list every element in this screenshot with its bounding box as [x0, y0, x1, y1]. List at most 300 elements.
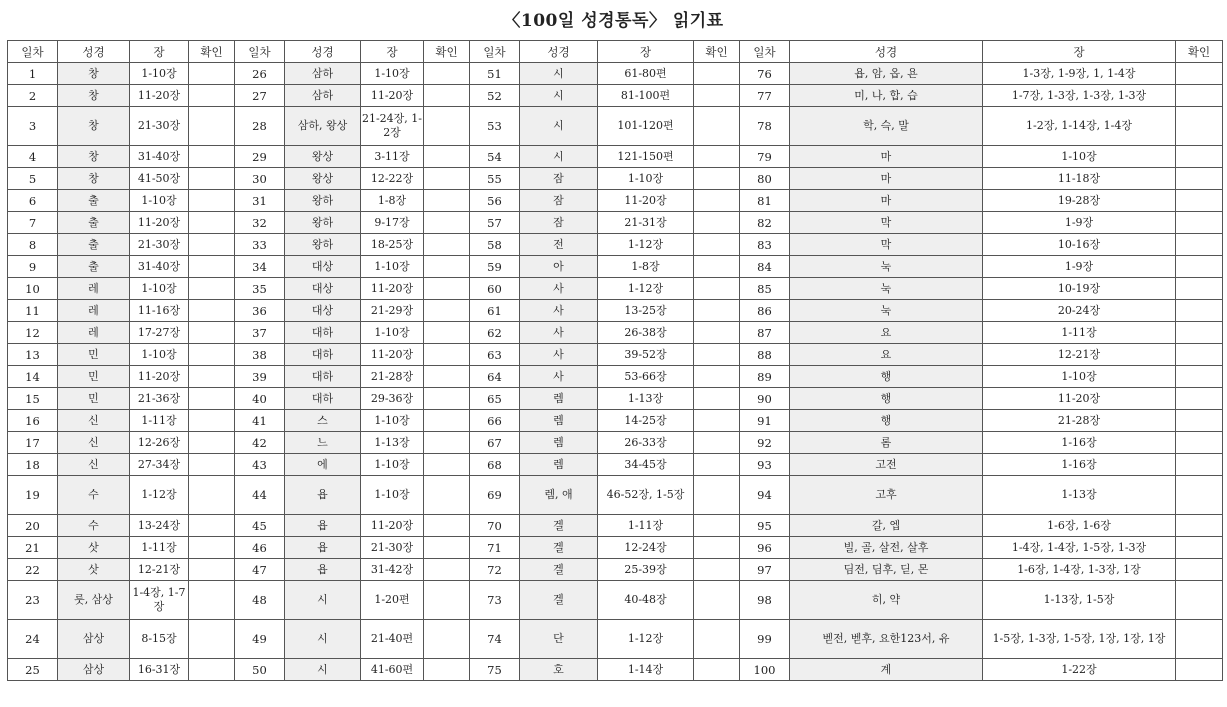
check-cell[interactable] — [189, 366, 235, 388]
table-row — [8, 366, 1223, 388]
check-cell[interactable] — [694, 432, 740, 454]
book-cell: 수 — [58, 515, 130, 537]
day-cell: 95 — [740, 515, 790, 537]
table-row — [8, 476, 1223, 515]
book-cell: 시 — [285, 659, 361, 681]
chapter-cell: 21-31장 — [598, 212, 694, 234]
book-cell: 렘, 애 — [520, 476, 598, 515]
book-cell: 사 — [520, 278, 598, 300]
chapter-cell: 34-45장 — [598, 454, 694, 476]
check-cell[interactable] — [1176, 515, 1223, 537]
check-cell[interactable] — [694, 278, 740, 300]
chapter-cell: 1-10장 — [361, 322, 424, 344]
chapter-cell: 21-30장 — [130, 234, 189, 256]
book-cell: 사 — [520, 300, 598, 322]
day-cell: 21 — [8, 537, 58, 559]
check-cell[interactable] — [424, 278, 470, 300]
check-cell[interactable] — [1176, 85, 1223, 107]
check-cell[interactable] — [1176, 146, 1223, 168]
chapter-cell: 1-10장 — [130, 190, 189, 212]
check-cell[interactable] — [424, 168, 470, 190]
check-cell[interactable] — [189, 581, 235, 620]
book-cell: 에 — [285, 454, 361, 476]
day-cell: 29 — [235, 146, 285, 168]
book-cell: 왕하 — [285, 234, 361, 256]
book-cell: 눅 — [790, 256, 983, 278]
book-cell: 왕하 — [285, 212, 361, 234]
table-row — [8, 454, 1223, 476]
chapter-cell: 31-40장 — [130, 146, 189, 168]
chapter-cell: 21-29장 — [361, 300, 424, 322]
chapter-cell: 26-38장 — [598, 322, 694, 344]
chapter-cell: 21-30장 — [361, 537, 424, 559]
header-day: 일차 — [8, 41, 58, 63]
day-cell: 60 — [470, 278, 520, 300]
header-check: 확인 — [424, 41, 470, 63]
chapter-cell: 1-10장 — [361, 63, 424, 85]
check-cell[interactable] — [1176, 322, 1223, 344]
book-cell: 미, 나, 합, 습 — [790, 85, 983, 107]
day-cell: 73 — [470, 581, 520, 620]
check-cell[interactable] — [1176, 190, 1223, 212]
day-cell: 24 — [8, 620, 58, 659]
check-cell[interactable] — [694, 322, 740, 344]
check-cell[interactable] — [1176, 410, 1223, 432]
book-cell: 렘 — [520, 454, 598, 476]
header-chapters: 장 — [983, 41, 1176, 63]
book-cell: 마 — [790, 168, 983, 190]
book-cell: 대상 — [285, 278, 361, 300]
day-cell: 79 — [740, 146, 790, 168]
book-cell: 겔 — [520, 537, 598, 559]
check-cell[interactable] — [694, 515, 740, 537]
check-cell[interactable] — [189, 537, 235, 559]
check-cell[interactable] — [189, 63, 235, 85]
check-cell[interactable] — [189, 388, 235, 410]
day-cell: 35 — [235, 278, 285, 300]
check-cell[interactable] — [694, 581, 740, 620]
check-cell[interactable] — [424, 107, 470, 146]
book-cell: 행 — [790, 388, 983, 410]
book-cell: 민 — [58, 388, 130, 410]
day-cell: 75 — [470, 659, 520, 681]
check-cell[interactable] — [694, 659, 740, 681]
check-cell[interactable] — [694, 85, 740, 107]
day-cell: 97 — [740, 559, 790, 581]
day-cell: 41 — [235, 410, 285, 432]
check-cell[interactable] — [424, 388, 470, 410]
table-row — [8, 63, 1223, 85]
check-cell[interactable] — [1176, 366, 1223, 388]
check-cell[interactable] — [189, 107, 235, 146]
table-row — [8, 190, 1223, 212]
table-row — [8, 559, 1223, 581]
day-cell: 81 — [740, 190, 790, 212]
book-cell: 겔 — [520, 581, 598, 620]
check-cell[interactable] — [694, 63, 740, 85]
book-cell: 민 — [58, 366, 130, 388]
check-cell[interactable] — [424, 559, 470, 581]
day-cell: 43 — [235, 454, 285, 476]
chapter-cell: 1-12장 — [598, 278, 694, 300]
day-cell: 56 — [470, 190, 520, 212]
day-cell: 12 — [8, 322, 58, 344]
day-cell: 6 — [8, 190, 58, 212]
check-cell[interactable] — [694, 366, 740, 388]
day-cell: 54 — [470, 146, 520, 168]
header-book: 성경 — [790, 41, 983, 63]
day-cell: 55 — [470, 168, 520, 190]
book-cell: 겔 — [520, 559, 598, 581]
check-cell[interactable] — [424, 146, 470, 168]
check-cell[interactable] — [694, 410, 740, 432]
check-cell[interactable] — [694, 388, 740, 410]
check-cell[interactable] — [694, 107, 740, 146]
check-cell[interactable] — [424, 366, 470, 388]
book-cell: 행 — [790, 366, 983, 388]
day-cell: 3 — [8, 107, 58, 146]
book-cell: 마 — [790, 146, 983, 168]
day-cell: 83 — [740, 234, 790, 256]
book-cell: 고전 — [790, 454, 983, 476]
chapter-cell: 17-27장 — [130, 322, 189, 344]
day-cell: 28 — [235, 107, 285, 146]
chapter-cell: 1-4장, 1-4장, 1-5장, 1-3장 — [983, 537, 1176, 559]
day-cell: 20 — [8, 515, 58, 537]
chapter-cell: 26-33장 — [598, 432, 694, 454]
day-cell: 31 — [235, 190, 285, 212]
chapter-cell: 21-28장 — [361, 366, 424, 388]
check-cell[interactable] — [189, 344, 235, 366]
check-cell[interactable] — [424, 581, 470, 620]
header-day: 일차 — [235, 41, 285, 63]
chapter-cell: 21-36장 — [130, 388, 189, 410]
chapter-cell: 18-25장 — [361, 234, 424, 256]
check-cell[interactable] — [189, 300, 235, 322]
check-cell[interactable] — [694, 620, 740, 659]
book-cell: 수 — [58, 476, 130, 515]
header-chapters: 장 — [130, 41, 189, 63]
table-row — [8, 85, 1223, 107]
header-book: 성경 — [520, 41, 598, 63]
check-cell[interactable] — [694, 344, 740, 366]
book-cell: 대상 — [285, 300, 361, 322]
day-cell: 17 — [8, 432, 58, 454]
chapter-cell: 13-24장 — [130, 515, 189, 537]
chapter-cell: 21-28장 — [983, 410, 1176, 432]
check-cell[interactable] — [189, 322, 235, 344]
book-cell: 스 — [285, 410, 361, 432]
chapter-cell: 1-20편 — [361, 581, 424, 620]
check-cell[interactable] — [1176, 659, 1223, 681]
chapter-cell: 41-60편 — [361, 659, 424, 681]
day-cell: 7 — [8, 212, 58, 234]
header-day: 일차 — [470, 41, 520, 63]
day-cell: 67 — [470, 432, 520, 454]
check-cell[interactable] — [694, 559, 740, 581]
day-cell: 8 — [8, 234, 58, 256]
day-cell: 74 — [470, 620, 520, 659]
day-cell: 92 — [740, 432, 790, 454]
book-cell: 학, 슥, 말 — [790, 107, 983, 146]
book-cell: 전 — [520, 234, 598, 256]
book-cell: 왕상 — [285, 146, 361, 168]
check-cell[interactable] — [424, 63, 470, 85]
chapter-cell: 1-11장 — [598, 515, 694, 537]
table-body — [8, 63, 1223, 681]
book-cell: 욥 — [285, 476, 361, 515]
book-cell: 삼상 — [58, 620, 130, 659]
day-cell: 59 — [470, 256, 520, 278]
book-cell: 호 — [520, 659, 598, 681]
check-cell[interactable] — [424, 234, 470, 256]
table-row — [8, 432, 1223, 454]
check-cell[interactable] — [1176, 388, 1223, 410]
day-cell: 4 — [8, 146, 58, 168]
check-cell[interactable] — [694, 168, 740, 190]
book-cell: 사 — [520, 322, 598, 344]
check-cell[interactable] — [1176, 454, 1223, 476]
day-cell: 36 — [235, 300, 285, 322]
day-cell: 68 — [470, 454, 520, 476]
check-cell[interactable] — [189, 559, 235, 581]
book-cell: 창 — [58, 63, 130, 85]
book-cell: 렘 — [520, 410, 598, 432]
chapter-cell: 1-10장 — [361, 256, 424, 278]
book-cell: 렘 — [520, 388, 598, 410]
book-cell: 고후 — [790, 476, 983, 515]
table-row — [8, 410, 1223, 432]
check-cell[interactable] — [1176, 537, 1223, 559]
check-cell[interactable] — [1176, 278, 1223, 300]
check-cell[interactable] — [424, 537, 470, 559]
chapter-cell: 12-26장 — [130, 432, 189, 454]
check-cell[interactable] — [694, 234, 740, 256]
check-cell[interactable] — [189, 659, 235, 681]
book-cell: 잠 — [520, 190, 598, 212]
header-check: 확인 — [694, 41, 740, 63]
day-cell: 38 — [235, 344, 285, 366]
day-cell: 33 — [235, 234, 285, 256]
check-cell[interactable] — [1176, 168, 1223, 190]
day-cell: 5 — [8, 168, 58, 190]
check-cell[interactable] — [424, 620, 470, 659]
book-cell: 대하 — [285, 388, 361, 410]
chapter-cell: 14-25장 — [598, 410, 694, 432]
book-cell: 신 — [58, 410, 130, 432]
check-cell[interactable] — [694, 146, 740, 168]
check-cell[interactable] — [189, 410, 235, 432]
day-cell: 51 — [470, 63, 520, 85]
book-cell: 시 — [520, 146, 598, 168]
book-cell: 롬 — [790, 432, 983, 454]
check-cell[interactable] — [694, 212, 740, 234]
book-cell: 사 — [520, 366, 598, 388]
check-cell[interactable] — [694, 454, 740, 476]
check-cell[interactable] — [189, 515, 235, 537]
day-cell: 89 — [740, 366, 790, 388]
book-cell: 대하 — [285, 366, 361, 388]
check-cell[interactable] — [189, 620, 235, 659]
check-cell[interactable] — [424, 432, 470, 454]
day-cell: 48 — [235, 581, 285, 620]
chapter-cell: 46-52장, 1-5장 — [598, 476, 694, 515]
check-cell[interactable] — [424, 212, 470, 234]
day-cell: 61 — [470, 300, 520, 322]
day-cell: 19 — [8, 476, 58, 515]
page-title: 〈100일 성경통독〉 읽기표 — [503, 11, 724, 31]
chapter-cell: 81-100편 — [598, 85, 694, 107]
chapter-cell: 1-6장, 1-6장 — [983, 515, 1176, 537]
day-cell: 47 — [235, 559, 285, 581]
chapter-cell: 19-28장 — [983, 190, 1176, 212]
chapter-cell: 11-20장 — [361, 278, 424, 300]
day-cell: 14 — [8, 366, 58, 388]
check-cell[interactable] — [189, 190, 235, 212]
chapter-cell: 1-12장 — [130, 476, 189, 515]
chapter-cell: 29-36장 — [361, 388, 424, 410]
chapter-cell: 31-42장 — [361, 559, 424, 581]
chapter-cell: 21-40편 — [361, 620, 424, 659]
check-cell[interactable] — [1176, 432, 1223, 454]
book-cell: 창 — [58, 107, 130, 146]
day-cell: 10 — [8, 278, 58, 300]
chapter-cell: 1-10장 — [983, 366, 1176, 388]
check-cell[interactable] — [424, 322, 470, 344]
day-cell: 37 — [235, 322, 285, 344]
check-cell[interactable] — [424, 515, 470, 537]
book-cell: 삼하 — [285, 63, 361, 85]
check-cell[interactable] — [424, 85, 470, 107]
check-cell[interactable] — [694, 300, 740, 322]
check-cell[interactable] — [1176, 300, 1223, 322]
check-cell[interactable] — [1176, 559, 1223, 581]
day-cell: 88 — [740, 344, 790, 366]
check-cell[interactable] — [694, 537, 740, 559]
book-cell: 욥 — [285, 559, 361, 581]
day-cell: 39 — [235, 366, 285, 388]
check-cell[interactable] — [189, 146, 235, 168]
book-cell: 욥, 암, 옵, 욘 — [790, 63, 983, 85]
book-cell: 룻, 삼상 — [58, 581, 130, 620]
header-day: 일차 — [740, 41, 790, 63]
check-cell[interactable] — [1176, 581, 1223, 620]
check-cell[interactable] — [424, 410, 470, 432]
chapter-cell: 1-11장 — [130, 410, 189, 432]
check-cell[interactable] — [189, 85, 235, 107]
check-cell[interactable] — [189, 234, 235, 256]
chapter-cell: 1-12장 — [598, 620, 694, 659]
check-cell[interactable] — [189, 476, 235, 515]
book-cell: 창 — [58, 85, 130, 107]
check-cell[interactable] — [189, 212, 235, 234]
chapter-cell: 1-10장 — [983, 146, 1176, 168]
check-cell[interactable] — [424, 344, 470, 366]
chapter-cell: 12-24장 — [598, 537, 694, 559]
table-row — [8, 620, 1223, 659]
day-cell: 25 — [8, 659, 58, 681]
day-cell: 23 — [8, 581, 58, 620]
chapter-cell: 1-10장 — [361, 454, 424, 476]
check-cell[interactable] — [189, 454, 235, 476]
chapter-cell: 1-13장 — [983, 476, 1176, 515]
check-cell[interactable] — [424, 300, 470, 322]
book-cell: 대하 — [285, 344, 361, 366]
check-cell[interactable] — [1176, 212, 1223, 234]
day-cell: 66 — [470, 410, 520, 432]
day-cell: 50 — [235, 659, 285, 681]
check-cell[interactable] — [694, 256, 740, 278]
day-cell: 15 — [8, 388, 58, 410]
header-book: 성경 — [285, 41, 361, 63]
book-cell: 단 — [520, 620, 598, 659]
day-cell: 94 — [740, 476, 790, 515]
day-cell: 63 — [470, 344, 520, 366]
check-cell[interactable] — [1176, 620, 1223, 659]
chapter-cell: 61-80편 — [598, 63, 694, 85]
day-cell: 1 — [8, 63, 58, 85]
chapter-cell: 53-66장 — [598, 366, 694, 388]
check-cell[interactable] — [424, 256, 470, 278]
check-cell[interactable] — [1176, 107, 1223, 146]
day-cell: 80 — [740, 168, 790, 190]
check-cell[interactable] — [189, 168, 235, 190]
day-cell: 9 — [8, 256, 58, 278]
check-cell[interactable] — [694, 190, 740, 212]
check-cell[interactable] — [189, 432, 235, 454]
book-cell: 빌, 골, 살전, 살후 — [790, 537, 983, 559]
day-cell: 87 — [740, 322, 790, 344]
book-cell: 출 — [58, 256, 130, 278]
chapter-cell: 11-20장 — [361, 344, 424, 366]
chapter-cell: 1-11장 — [983, 322, 1176, 344]
book-cell: 레 — [58, 300, 130, 322]
book-cell: 욥 — [285, 515, 361, 537]
table-row — [8, 322, 1223, 344]
book-cell: 막 — [790, 212, 983, 234]
day-cell: 26 — [235, 63, 285, 85]
book-cell: 시 — [285, 620, 361, 659]
check-cell[interactable] — [424, 659, 470, 681]
chapter-cell: 40-48장 — [598, 581, 694, 620]
book-cell: 계 — [790, 659, 983, 681]
chapter-cell: 1-10장 — [598, 168, 694, 190]
check-cell[interactable] — [424, 476, 470, 515]
check-cell[interactable] — [424, 190, 470, 212]
chapter-cell: 1-11장 — [130, 537, 189, 559]
book-cell: 눅 — [790, 278, 983, 300]
check-cell[interactable] — [1176, 476, 1223, 515]
book-cell: 민 — [58, 344, 130, 366]
day-cell: 71 — [470, 537, 520, 559]
check-cell[interactable] — [1176, 256, 1223, 278]
book-cell: 레 — [58, 278, 130, 300]
check-cell[interactable] — [424, 454, 470, 476]
book-cell: 왕하 — [285, 190, 361, 212]
chapter-cell: 1-10장 — [130, 63, 189, 85]
check-cell[interactable] — [694, 476, 740, 515]
table-row — [8, 168, 1223, 190]
book-cell: 눅 — [790, 300, 983, 322]
day-cell: 77 — [740, 85, 790, 107]
check-cell[interactable] — [1176, 63, 1223, 85]
day-cell: 30 — [235, 168, 285, 190]
check-cell[interactable] — [1176, 234, 1223, 256]
check-cell[interactable] — [189, 278, 235, 300]
check-cell[interactable] — [1176, 344, 1223, 366]
chapter-cell: 12-21장 — [130, 559, 189, 581]
check-cell[interactable] — [189, 256, 235, 278]
